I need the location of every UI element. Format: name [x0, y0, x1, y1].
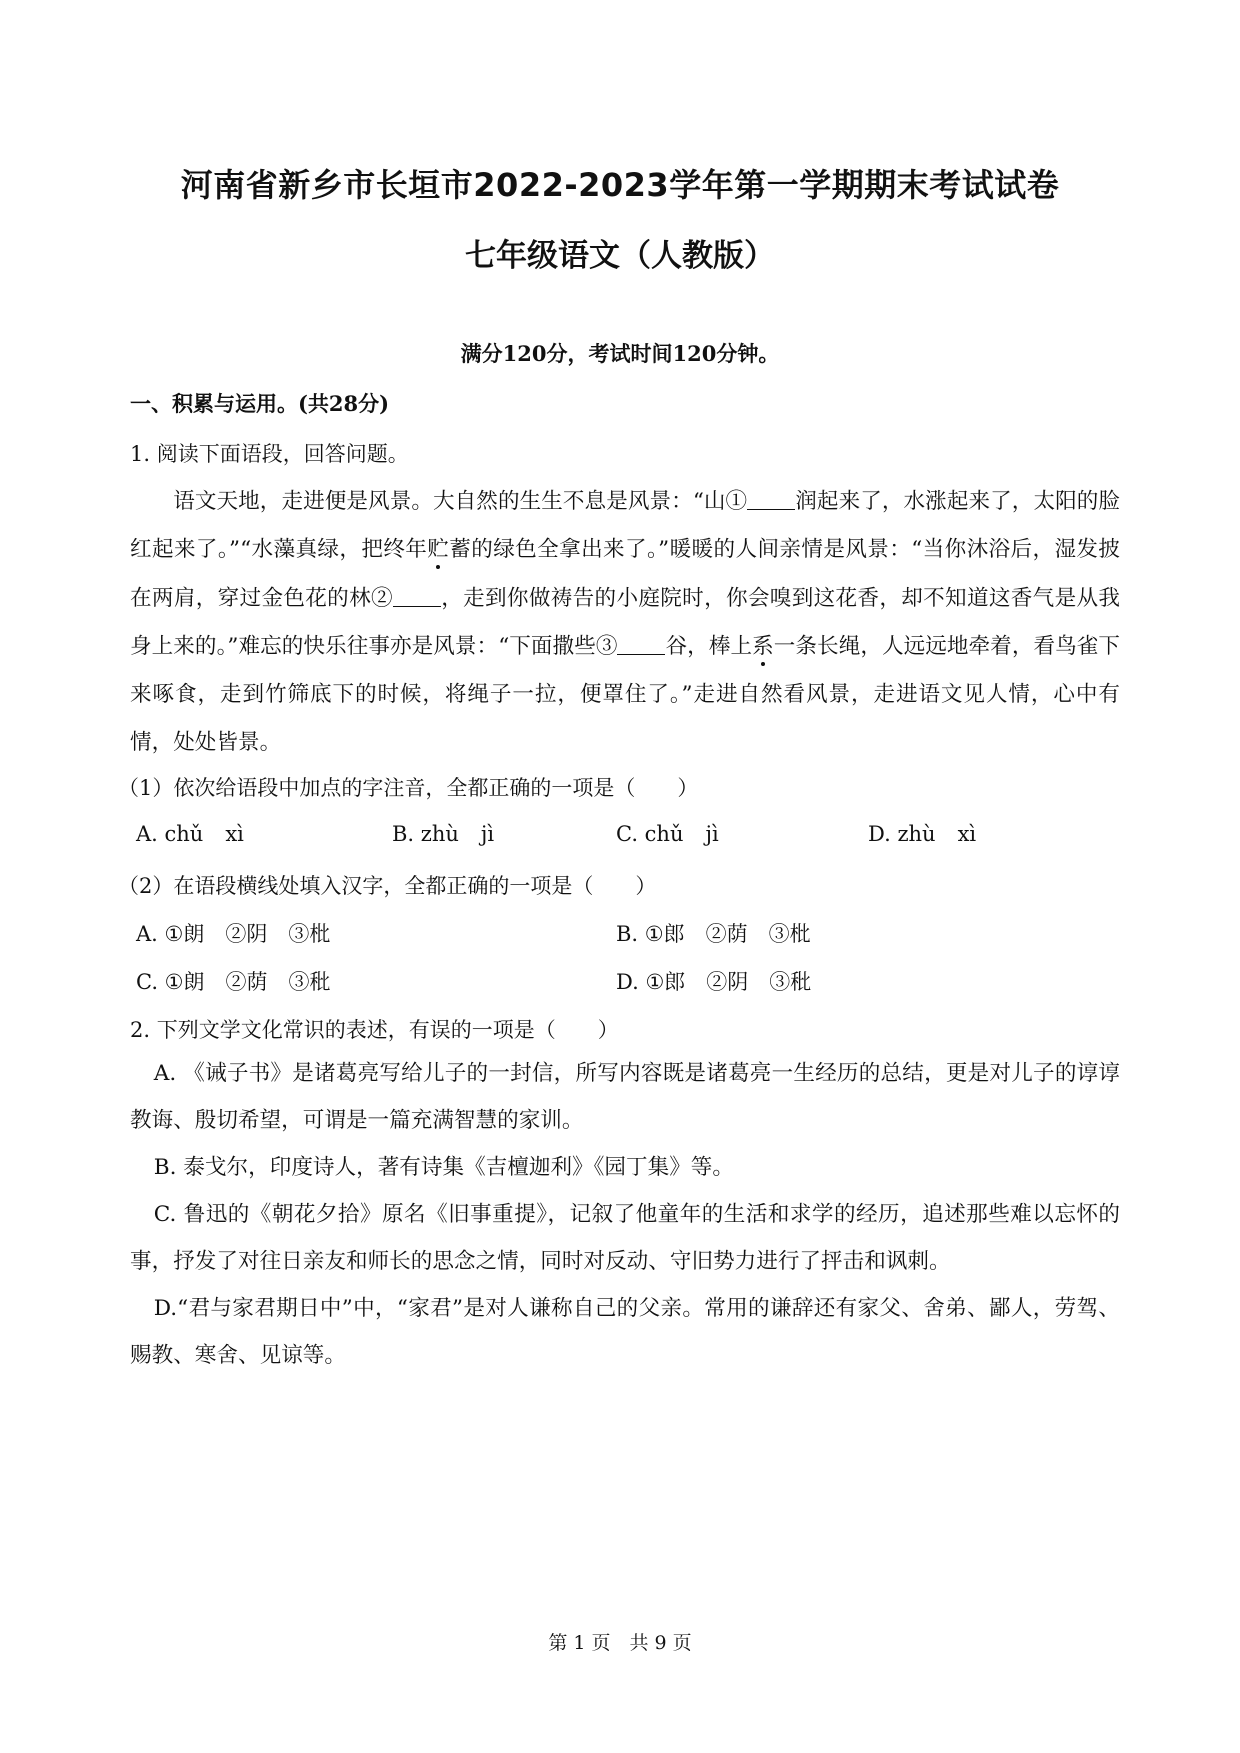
- passage-text: 语文天地，走进便是风景。大自然的生生不息是风景：“山①: [173, 489, 748, 514]
- q1-sub2-option-c[interactable]: C. ①朗 ②荫 ③秕: [136, 970, 331, 994]
- question-1-stem: 1. 阅读下面语段，回答问题。: [130, 442, 409, 466]
- q1-sub1-option-a[interactable]: [136, 822, 244, 846]
- exam-title: 河南省新乡市长垣市2022-2023学年第一学期期末考试试卷: [180, 166, 1060, 204]
- q1-sub2-option-d[interactable]: D. ①郎 ②阴 ③秕: [616, 970, 812, 994]
- q1-sub1-option-d[interactable]: [868, 822, 976, 846]
- q2-option-b[interactable]: B. 泰戈尔，印度诗人，著有诗集《吉檀迦利》《园丁集》等。: [153, 1155, 734, 1180]
- option-pinyin: xì: [225, 822, 244, 846]
- page-footer: 第 1 页 共 9 页: [548, 1632, 692, 1654]
- exam-subtitle: 七年级语文（人教版）: [465, 238, 775, 274]
- question-2-stem: 2. 下列文学文化常识的表述，有误的一项是（ ）: [130, 1018, 619, 1042]
- section-heading: 一、积累与运用。(共28分): [130, 391, 390, 416]
- option-pinyin: jì: [480, 822, 495, 846]
- question-1-passage: [130, 478, 1120, 768]
- passage-text: ，走到你做祷告的小庭院时，你会嗅到这花香，却不知道这香气是从我身上来的。”难忘的快乐往事亦是风景：“下面撒些③: [130, 585, 1120, 659]
- blank-1: [747, 487, 795, 510]
- option-pinyin: jì: [705, 822, 719, 846]
- blank-3: [617, 632, 665, 655]
- q1-sub2-option-b[interactable]: B. ①郎 ②荫 ③枇: [616, 922, 811, 946]
- q2-option-d[interactable]: D.“君与家君期日中”中，“家君”是对人谦称自己的父亲。常用的谦辞还有家父、舍弟、鄙人，劳驾、赐教、寒舍、见谅等。: [130, 1296, 1120, 1368]
- question-1-sub1-stem: （1）依次给语段中加点的字注音，全都正确的一项是（ ）: [118, 776, 699, 800]
- exam-meta: 满分120分，考试时间120分钟。: [460, 341, 780, 366]
- blank-2: [393, 584, 441, 607]
- passage-text: 谷，棒上: [665, 633, 753, 659]
- passage-text: 润起来了，水涨起来了，太阳的脸红起来了。”“水藻真绿，把终年: [130, 489, 1120, 563]
- passage-text: 蓄的绿色全拿出来了。”暖暖的人间亲情是风景：“当你沐浴后，湿发披在两肩，穿过金色花的林②: [130, 537, 1120, 611]
- dotted-char-1: 贮: [427, 537, 450, 563]
- option-label: A. chǔ: [136, 822, 204, 846]
- dotted-char-2: 系: [752, 633, 774, 659]
- q1-sub1-option-c[interactable]: [616, 822, 719, 846]
- option-label: C. chǔ: [616, 822, 684, 846]
- passage-text: 一条长绳，人远远地牵着，看鸟雀下来啄食，走到竹筛底下的时候，将绳子一拉，便罩住了。”走进自然看风景，走进语文见人情，心中有情，处处皆景。: [130, 633, 1120, 756]
- q1-sub1-option-b[interactable]: [392, 822, 494, 846]
- q2-option-a[interactable]: A. 《诫子书》是诸葛亮写给儿子的一封信，所写内容既是诸葛亮一生经历的总结，更是对儿子的谆谆教诲、殷切希望，可谓是一篇充满智慧的家训。: [130, 1061, 1120, 1133]
- option-pinyin: xì: [957, 822, 977, 846]
- question-2-choices: [130, 1050, 1120, 1379]
- q2-option-c[interactable]: C. 鲁迅的《朝花夕拾》原名《旧事重提》，记叙了他童年的生活和求学的经历，追述那些难以忘怀的事，抒发了对往日亲友和师长的思念之情，同时对反动、守旧势力进行了抨击和讽刺。: [130, 1202, 1120, 1274]
- question-1-sub2-stem: （2）在语段横线处填入汉字，全都正确的一项是（ ）: [118, 874, 657, 898]
- option-label: D. zhù: [868, 822, 936, 846]
- q1-sub2-option-a[interactable]: A. ①朗 ②阴 ③枇: [136, 922, 331, 946]
- option-label: B. zhù: [392, 822, 459, 846]
